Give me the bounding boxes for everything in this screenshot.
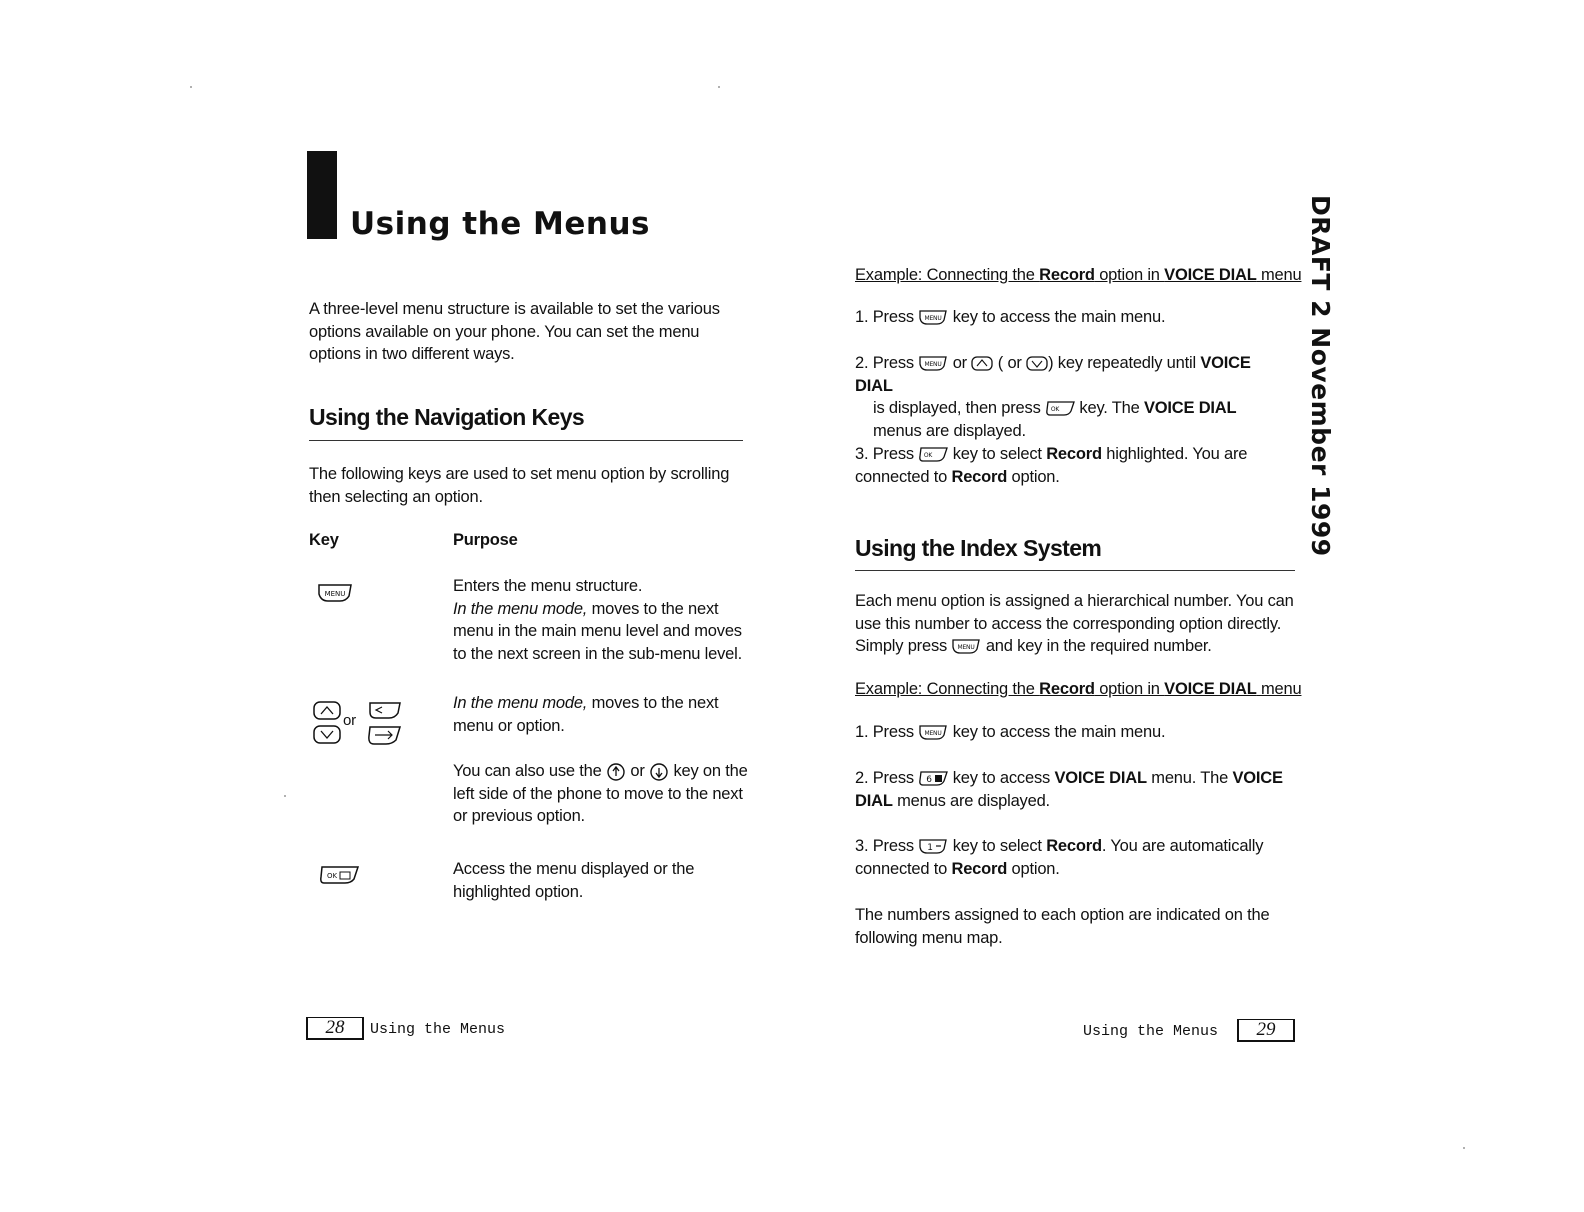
page-number-right: 29 <box>1237 1019 1295 1042</box>
footer-left-title: Using the Menus <box>370 1021 506 1038</box>
menu-key-label: MENU <box>324 590 346 598</box>
one-key-label: 1 <box>927 843 934 854</box>
example-bold: VOICE DIAL <box>1164 266 1257 284</box>
example-heading-2 <box>855 678 1301 701</box>
table-header-key: Key <box>309 531 339 549</box>
step-text: menus are displayed. <box>897 791 1050 810</box>
closing-paragraph: The numbers assigned to each option are indicated on the following menu map. <box>855 906 1270 947</box>
table-header-purpose: Purpose <box>453 531 518 549</box>
intro-paragraph: A three-level menu structure is available to set the various options available on your phone. You can set the menu options in two different ways. <box>309 300 720 363</box>
step-number: 2. Press <box>855 354 914 372</box>
purpose-rest: moves to the next menu or option. <box>453 694 719 735</box>
example-text: Example: Connecting the <box>855 680 1040 698</box>
example-bold: VOICE DIAL <box>1164 680 1257 698</box>
scroll-keys-icon <box>312 700 404 748</box>
ok-key-icon <box>918 446 948 463</box>
chapter-title: Using the Menus <box>350 206 650 242</box>
six-key-label: 6 <box>926 775 933 786</box>
example-text: option in <box>1094 266 1165 284</box>
step-text: menus are displayed. <box>873 421 1026 440</box>
index-text: Each menu option is assigned a hierarchical number. You can use this number to access the corresponding option directly. Simply press <box>855 592 1294 655</box>
step-text: key to select <box>952 445 1042 463</box>
step-text: option. <box>1011 467 1060 486</box>
menu-key-label: MENU <box>924 730 942 738</box>
ok-key-label: OK <box>924 452 933 460</box>
step-text: option. <box>1011 859 1060 878</box>
step-number: 1. Press <box>855 723 914 741</box>
index-section-heading: Using the Index System <box>855 535 1102 561</box>
or-label: or <box>343 712 356 729</box>
step-text: is displayed, then press <box>873 399 1041 417</box>
step-bold: Record <box>951 467 1008 486</box>
purpose-rest: moves to the next menu in the main menu level and moves to the next screen in the sub-menu level. <box>453 599 742 663</box>
index-paragraph <box>855 590 1295 658</box>
menu-key-label: MENU <box>957 644 975 652</box>
step-3b <box>855 835 1285 880</box>
purpose-detail <box>453 598 753 666</box>
side-keys-note <box>453 760 753 828</box>
down-key-icon <box>314 726 340 743</box>
example-text: option in <box>1094 680 1165 698</box>
step-text: highlighted. You are connected to <box>855 445 1248 486</box>
ok-key-icon <box>1045 400 1075 417</box>
step-text: key to access <box>952 769 1051 787</box>
step-2b <box>855 767 1285 812</box>
step-number: 1. Press <box>855 308 914 326</box>
one-key-icon <box>918 838 948 855</box>
example-text: Example: Connecting the <box>855 266 1040 284</box>
side-down-key-icon <box>649 762 669 782</box>
side-note-pre: You can also use the <box>453 762 602 780</box>
step-text: menu. The <box>1151 769 1229 787</box>
step-text: or <box>952 354 967 372</box>
index-text: and key in the required number. <box>985 637 1212 655</box>
step-bold: VOICE DIAL <box>1054 769 1147 787</box>
nav-section-description: The following keys are used to set menu option by scrolling then selecting an option. <box>309 465 730 506</box>
menu-key-icon <box>918 309 948 326</box>
step-bold: VOICE DIAL <box>1143 399 1237 417</box>
step-1a <box>855 306 1295 329</box>
step-text: ) key repeatedly until <box>1048 354 1196 372</box>
menu-key-label: MENU <box>924 315 942 323</box>
side-note-post: key on the left side of the phone to move to the next or previous option. <box>453 762 748 825</box>
example-heading-1 <box>855 264 1301 287</box>
send-key-icon <box>370 703 400 718</box>
menu-key-icon <box>918 724 948 741</box>
example-text: menu <box>1256 266 1302 284</box>
table-row-scroll <box>453 692 753 737</box>
nav-section-rule <box>309 440 743 441</box>
menu-key-icon <box>316 582 354 604</box>
step-number: 3. Press <box>855 837 914 855</box>
step-text: key to access the main menu. <box>952 308 1166 326</box>
step-text: key to select <box>952 837 1042 855</box>
menu-key-icon <box>951 638 981 655</box>
step-bold: Record <box>1046 837 1102 855</box>
example-text: menu <box>1256 680 1302 698</box>
draft-watermark <box>1305 195 1343 557</box>
ok-key-label: OK <box>1050 406 1060 414</box>
step-text: key to access the main menu. <box>952 723 1166 741</box>
table-row-menu <box>453 575 753 665</box>
table-row-ok: Access the menu displayed or the highlighted option. <box>453 860 695 901</box>
step-number: 3. Press <box>855 445 914 463</box>
ok-key-label: OK <box>326 872 338 880</box>
purpose-line: Enters the menu structure. <box>453 577 643 595</box>
footer-right-title: Using the Menus <box>1083 1023 1219 1040</box>
step-2a <box>855 352 1285 442</box>
step-bold: Record <box>951 859 1008 878</box>
nav-section-heading: Using the Navigation Keys <box>309 404 585 430</box>
down-key-icon <box>1026 355 1048 372</box>
draft-watermark-text: DRAFT 2 November 1999 <box>1306 195 1335 557</box>
purpose-italic: In the menu mode, <box>453 694 588 712</box>
menu-key-icon <box>918 355 948 372</box>
index-section-rule <box>855 570 1295 571</box>
step-text: key. The <box>1079 399 1140 417</box>
up-key-icon <box>971 355 993 372</box>
step-bold: VOICE DIAL <box>855 769 1283 810</box>
example-bold: Record <box>1039 266 1095 284</box>
up-key-icon <box>314 702 340 719</box>
step-bold: VOICE DIAL <box>855 354 1251 395</box>
chapter-marker-bar <box>307 151 337 239</box>
step-3a <box>855 443 1275 488</box>
side-up-key-icon <box>606 762 626 782</box>
side-note-or: or <box>630 762 645 780</box>
ok-key-icon <box>318 864 360 886</box>
step-text: ( or <box>997 354 1022 372</box>
menu-key-label: MENU <box>924 361 942 369</box>
step-number: 2. Press <box>855 769 914 787</box>
purpose-italic: In the menu mode, <box>453 599 588 618</box>
example-bold: Record <box>1039 680 1095 698</box>
step-bold: Record <box>1046 445 1102 463</box>
step-text: . You are automatically connected to <box>855 837 1264 878</box>
step-1b <box>855 721 1295 744</box>
page-number-left: 28 <box>306 1017 364 1040</box>
six-key-icon <box>918 770 948 787</box>
